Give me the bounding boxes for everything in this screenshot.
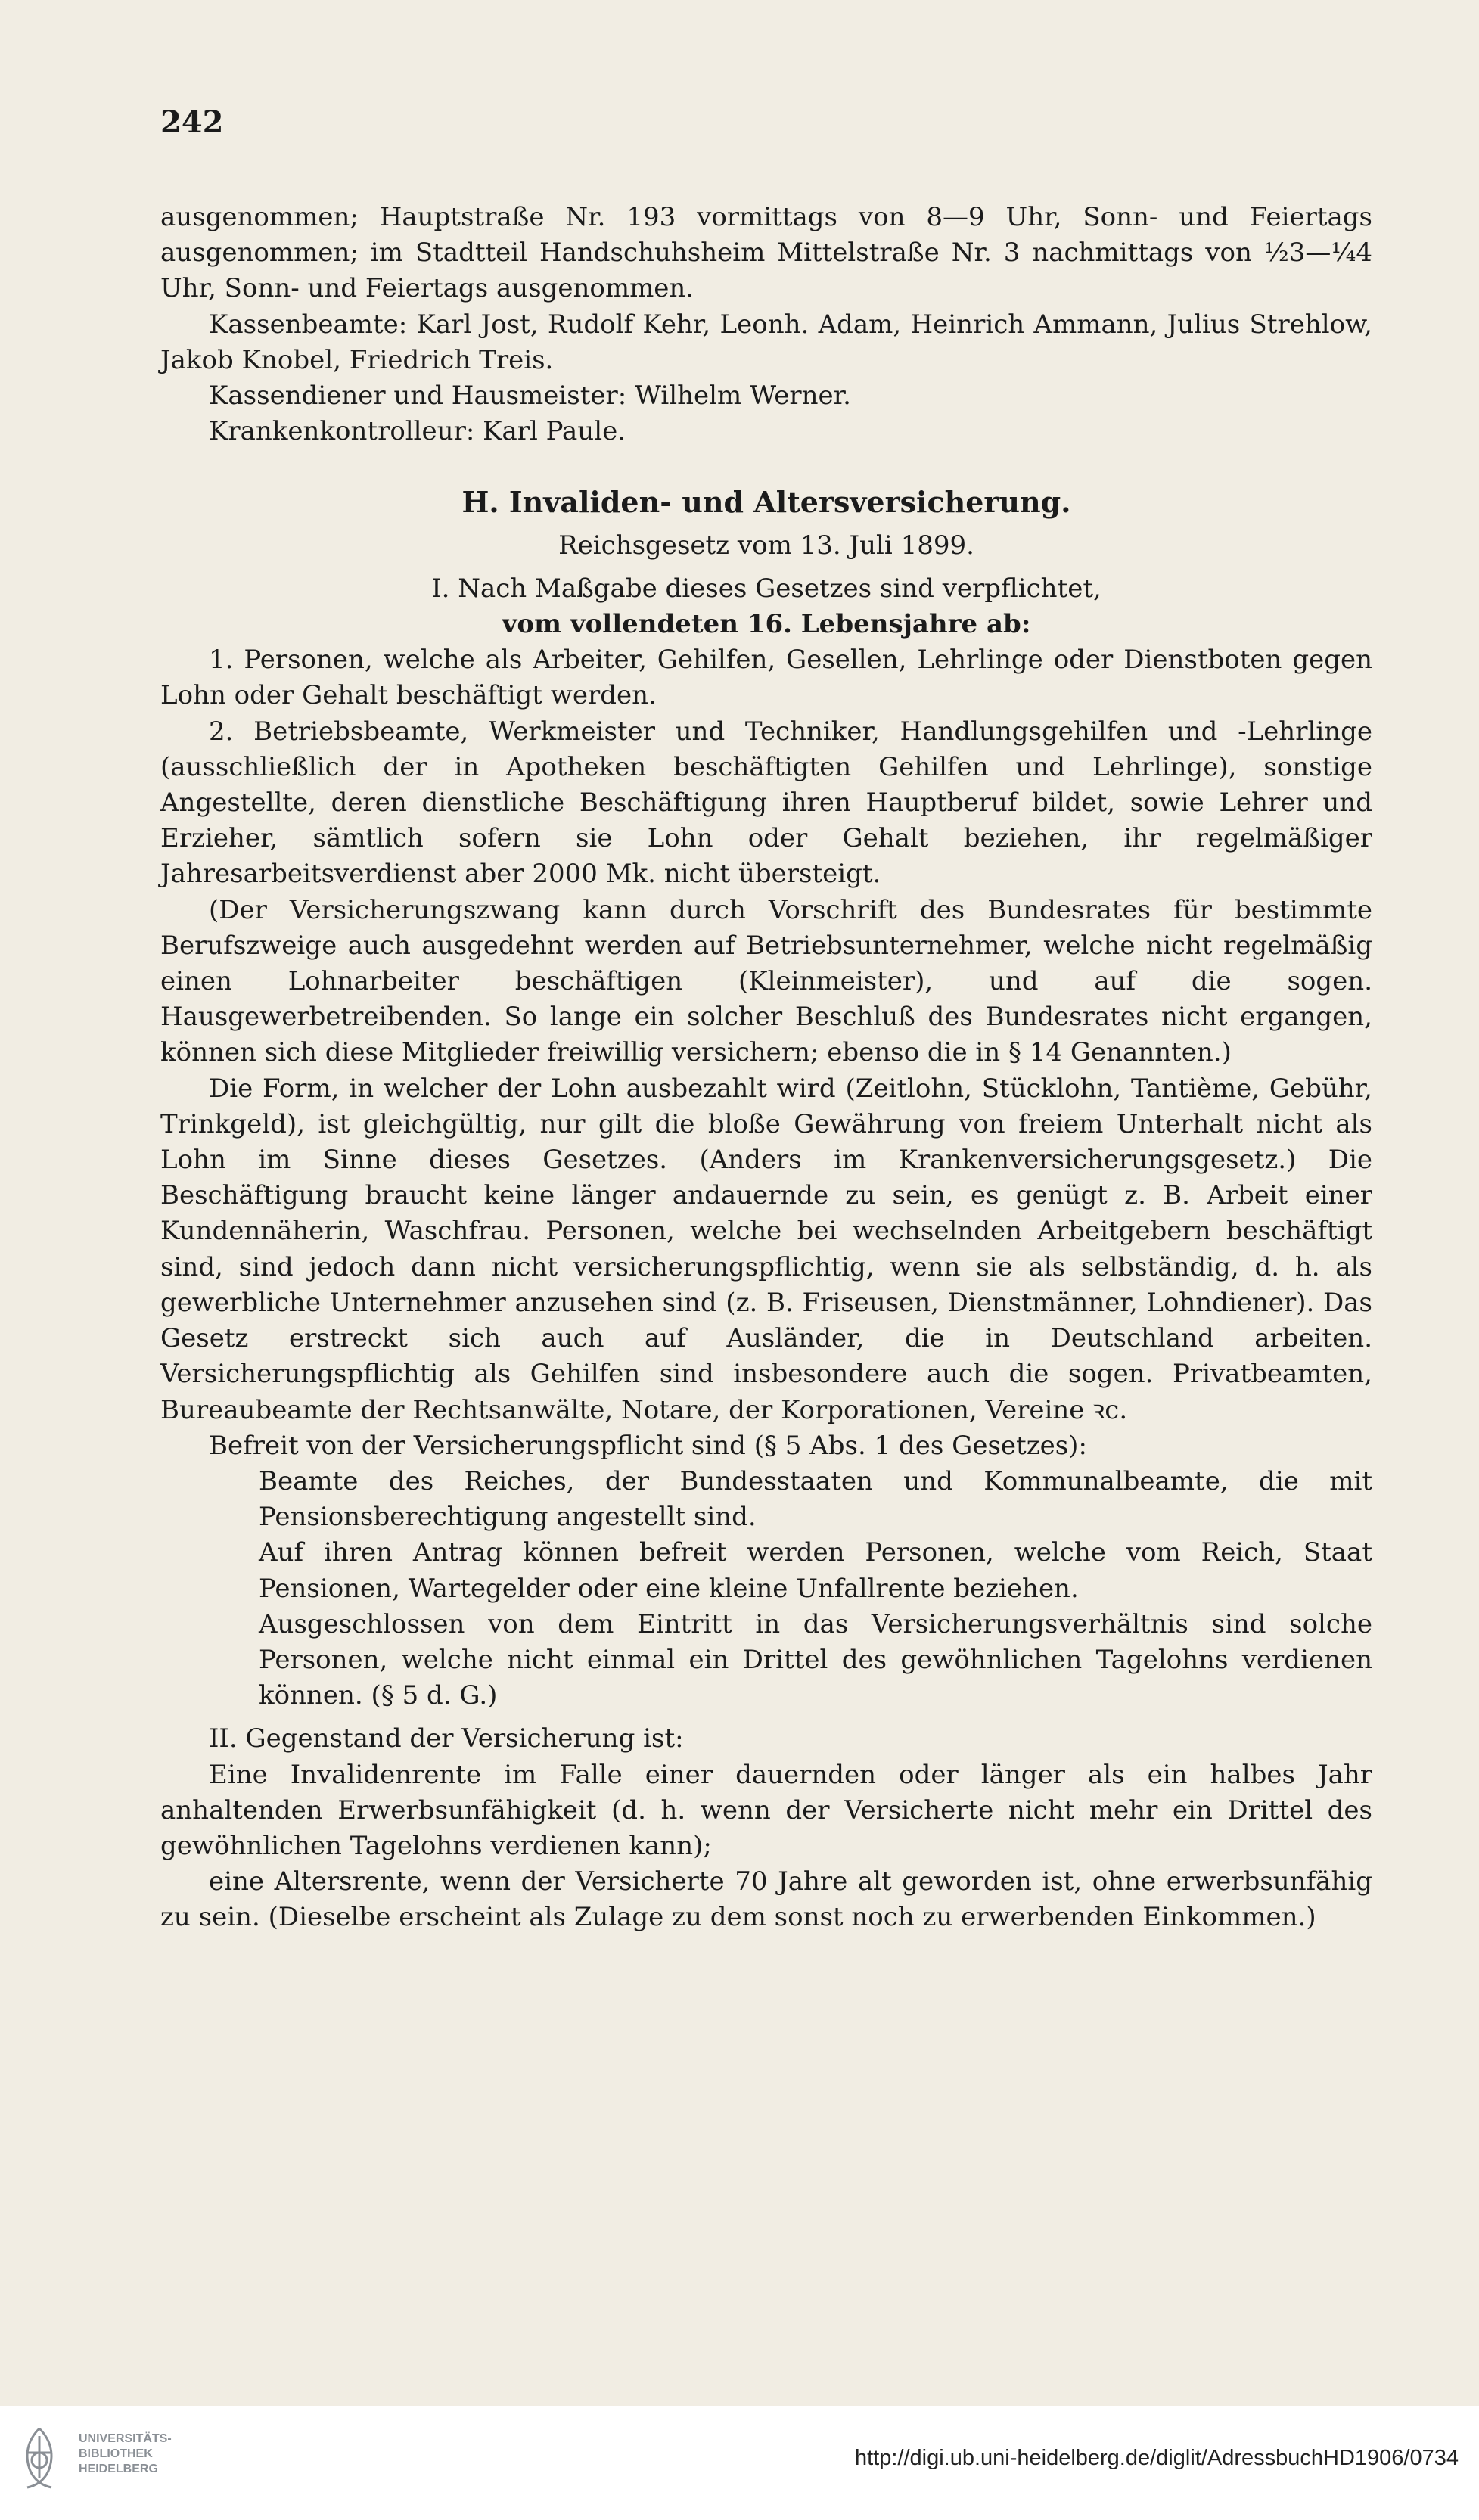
page-content — [160, 104, 1372, 1936]
paragraph-kassenbeamte: Kassenbeamte: Karl Jost, Rudolf Kehr, Leonh. Adam, Heinrich Ammann, Julius Strehlow, Jakob Knobel, Friedrich Treis. — [160, 309, 1372, 375]
body-paragraph-5: Befreit von der Versicherungspflicht sind (§ 5 Abs. 1 des Gesetzes): — [209, 1430, 1087, 1461]
section-intro: I. Nach Maßgabe dieses Gesetzes sind verpflichtet, — [431, 573, 1101, 604]
section-intro-bold: vom vollendeten 16. Lebensjahre ab: — [502, 609, 1031, 640]
logo-line-3: HEIDELBERG — [79, 2463, 158, 2475]
part2-paragraph-2: eine Altersrente, wenn der Versicherte 70 Jahre alt geworden ist, ohne erwerbsunfähig zu sein. (Dieselbe erscheint als Zulage zu dem sonst noch zu erwerbenden Einkommen.) — [160, 1866, 1372, 1933]
body-paragraph-2: 2. Betriebsbeamte, Werkmeister und Techniker, Handlungsgehilfen und -Lehrlinge (ausschließlich der in Apotheken beschäftigten Gehilfen und Lehrlinge), sonstige Angestellte, deren dienstliche Beschäftigung ihren Hauptberuf bildet, sowie Lehrer und Erzieher, sämtlich sofern sie Lohn oder Gehalt beziehen, ihr regelmäßiger Jahresarbeitsverdienst aber 2000 Mk. nicht übersteigt. — [160, 716, 1372, 890]
paragraph-office-hours: ausgenommen; Hauptstraße Nr. 193 vormittags von 8—9 Uhr, Sonn- und Feiertags ausgenommen; im Stadtteil Handschuhsheim Mittelstraße Nr. 3 nachmittags von ½3—¼4 Uhr, Sonn- und Feiertags ausgenommen. — [160, 202, 1372, 304]
body-paragraph-3: (Der Versicherungszwang kann durch Vorschrift des Bundesrates für bestimmte Berufszweige auch ausgedehnt werden auf Betriebsunternehmer, welche nicht regelmäßig einen Lohnarbeiter beschäftigen (Kleinmeister), und auf die sogen. Hausgewerbetreibenden. So lange ein solcher Beschluß des Bundesrates nicht ergangen, können sich diese Mitglieder freiwillig versichern; ebenso die in § 14 Genannten.) — [160, 894, 1372, 1068]
library-logo-text — [79, 2431, 172, 2477]
exemption-paragraph-2: Auf ihren Antrag können befreit werden Personen, welche vom Reich, Staat Pensionen, Wartegelder oder eine kleine Unfallrente beziehen. — [259, 1537, 1372, 1604]
university-seal-icon — [17, 2425, 62, 2490]
section-subheading: Reichsgesetz vom 13. Juli 1899. — [558, 530, 974, 561]
logo-line-1: UNIVERSITÄTS- — [79, 2432, 172, 2445]
logo-line-2: BIBLIOTHEK — [79, 2447, 153, 2460]
body-paragraph-1: 1. Personen, welche als Arbeiter, Gehilfen, Gesellen, Lehrlinge oder Dienstboten gegen Lohn oder Gehalt beschäftigt werden. — [160, 645, 1372, 711]
section-heading: H. Invaliden- und Altersversicherung. — [461, 485, 1071, 520]
paragraph-krankenkontrolleur: Krankenkontrolleur: Karl Paule. — [209, 416, 626, 447]
paragraph-kassendiener: Kassendiener und Hausmeister: Wilhelm Werner. — [209, 381, 851, 412]
page-number: 242 — [160, 104, 224, 140]
body-paragraph-4: Die Form, in welcher der Lohn ausbezahlt wird (Zeitlohn, Stücklohn, Tantième, Gebühr, Trinkgeld), ist gleichgültig, nur gilt die bloße Gewährung von freiem Unterhalt nicht als Lohn im Sinne dieses Gesetzes. (Anders im Krankenversicherungsgesetz.) Die Beschäftigung braucht keine länger andauernde zu sein, es genügt z. B. Arbeit einer Kundennäherin, Waschfrau. Personen, welche bei wechselnden Arbeitgebern beschäftigt sind, sind jedoch dann nicht versicherungspflichtig, wenn sie als selbständig, d. h. als gewerbliche Unternehmer anzusehen sind (z. B. Friseusen, Dienstmänner, Lohndiener). Das Gesetz erstreckt sich auch auf Ausländer, die in Deutschland arbeiten. Versicherungspflichtig als Gehilfen sind insbesondere auch die sogen. Privatbeamten, Bureaubeamte der Rechtsanwälte, Notare, der Korporationen, Vereine ꝛc. — [160, 1073, 1372, 1425]
source-url-link[interactable]: http://digi.ub.uni-heidelberg.de/diglit/AdressbuchHD1906/0734 — [854, 2446, 1459, 2470]
exemption-paragraph-3: Ausgeschlossen von dem Eintritt in das Versicherungsverhältnis sind solche Personen, welche nicht einmal ein Drittel des gewöhnlichen Tagelohns verdienen können. (§ 5 d. G.) — [259, 1608, 1372, 1711]
part2-heading: II. Gegenstand der Versicherung ist: — [209, 1723, 684, 1754]
exemption-paragraph-1: Beamte des Reiches, der Bundesstaaten und Kommunalbeamte, die mit Pensionsberechtigung angestellt sind. — [259, 1465, 1372, 1533]
part2-paragraph-1: Eine Invalidenrente im Falle einer dauernden oder länger als ein halbes Jahr anhaltenden Erwerbsunfähigkeit (d. h. wenn der Versicherte nicht mehr ein Drittel des gewöhnlichen Tagelohns verdienen kann); — [160, 1759, 1372, 1861]
